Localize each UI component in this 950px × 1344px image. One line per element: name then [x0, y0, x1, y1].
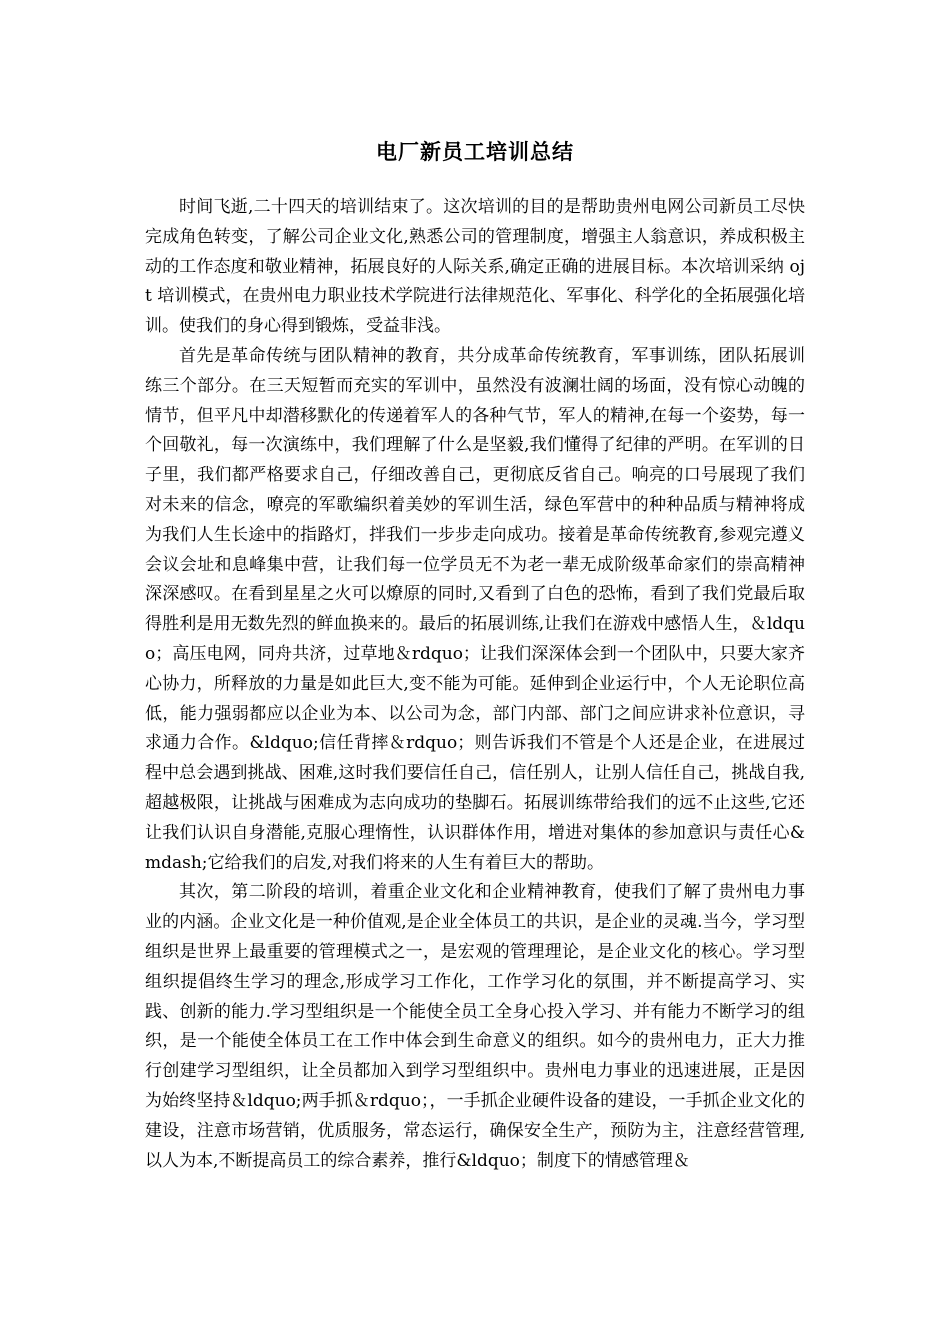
document-title: 电厂新员工培训总结 — [376, 139, 574, 164]
paragraph-second-stage: 其次，第二阶段的培训，着重企业文化和企业精神教育，使我们了解了贵州电力事业的内涵。企业文化是一种价值观,是企业全体员工的共识，是企业的灵魂.当今，学习型组织是世界上最重要的管理模式之一，是宏观的管理理论，是企业文化的核心。学习型组织提倡终生学习的理念,形成学习工作化，工作学习化的氛围，并不断提高学习、实践、创新的能力.学习型组织是一个能使全员工全身心投入学习、并有能力不断学习的组织，是一个能使全体员工在工作中体会到生命意义的组织。如今的贵州电力，正大力推行创建学习型组织，让全员都加入到学习型组织中。贵州电力事业的迅速进展，正是因为始终坚持＆ldquo;两手抓＆rdquo；，一手抓企业硬件设备的建设，一手抓企业文化的建设，注意市场营销，优质服务，常态运行，确保安全生产，预防为主，注意经营管理,以人为本,不断提高员工的综合素养，推行&ldquo；制度下的情感管理＆ — [145, 882, 805, 1171]
document-body — [145, 193, 805, 1176]
paragraph-first-stage: 首先是革命传统与团队精神的教育，共分成革命传统教育，军事训练，团队拓展训练三个部分。在三天短暂而充实的军训中，虽然没有波澜壮阔的场面，没有惊心动魄的情节，但平凡中却潜移默化的传递着军人的各种气节，军人的精神,在每一个姿势，每一个回敬礼，每一次演练中，我们理解了什么是坚毅,我们懂得了纪律的严明。在军训的日子里，我们都严格要求自己，仔细改善自己，更彻底反省自己。响亮的口号展现了我们对未来的信念，嘹亮的军歌编织着美妙的军训生活，绿色军营中的种种品质与精神将成为我们人生长途中的指路灯，拌我们一步步走向成功。接着是革命传统教育,参观完遵义会议会址和息峰集中营，让我们每一位学员无不为老一辈无成阶级革命家们的崇高精神深深感叹。在看到星星之火可以燎原的同时,又看到了白色的恐怖，看到了我们党最后取得胜利是用无数先烈的鲜血换来的。最后的拓展训练,让我们在游戏中感悟人生，＆ldquo；高压电网，同舟共济，过草地＆rdquo；让我们深深体会到一个团队中，只要大家齐心协力，所释放的力量是如此巨大,变不能为可能。延伸到企业运行中，个人无论职位高低，能力强弱都应以企业为本、以公司为念，部门内部、部门之间应讲求补位意识，寻求通力合作。&ldquo;信任背摔＆rdquo；则告诉我们不管是个人还是企业，在进展过程中总会遇到挑战、困难,这时我们要信任自己，信任别人，让别人信任自己，挑战自我,超越极限，让挑战与困难成为志向成功的垫脚石。拓展训练带给我们的远不止这些,它还让我们认识自身潜能,克服心理惰性，认识群体作用，增进对集体的参加意识与责任心&mdash;它给我们的启发,对我们将来的人生有着巨大的帮助。 — [145, 345, 805, 873]
paragraph-intro: 时间飞逝,二十四天的培训结束了。这次培训的目的是帮助贵州电网公司新员工尽快完成角色转变，了解公司企业文化,熟悉公司的管理制度，增强主人翁意识，养成积极主动的工作态度和敬业精神，拓展良好的人际关系,确定正确的进展目标。本次培训采纳 ojt 培训模式，在贵州电力职业技术学院进行法律规范化、军事化、科学化的全拓展强化培训。使我们的身心得到锻炼，受益非浅。 — [145, 197, 805, 337]
